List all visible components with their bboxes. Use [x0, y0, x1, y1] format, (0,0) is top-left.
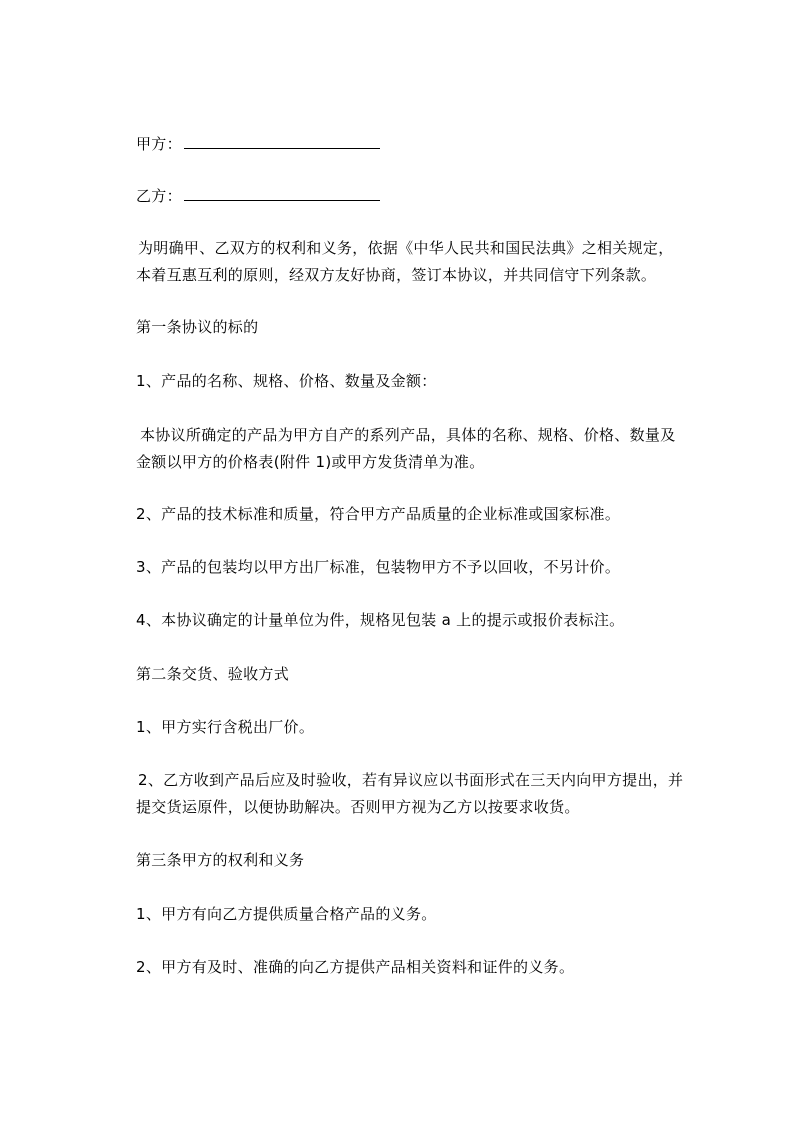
article-2-item-2-line-1: 2、乙方收到产品后应及时验收，若有异议应以书面形式在三天内向甲方提出，并: [138, 771, 684, 789]
article-1-item-1: 1、产品的名称、规格、价格、数量及金额：: [136, 372, 437, 390]
article-2-item-2-line-2: 提交货运原件，以便协助解决。否则甲方视为乙方以按要求收货。: [136, 798, 580, 816]
article-3-title: 第三条甲方的权利和义务: [136, 851, 305, 869]
article-3-item-1: 1、甲方有向乙方提供质量合格产品的义务。: [136, 905, 437, 923]
party-b-field: [136, 186, 380, 205]
article-1-item-1-body-line-2: 金额以甲方的价格表(附件 1)或甲方发货清单为准。: [136, 453, 485, 471]
party-b-blank[interactable]: [184, 186, 380, 201]
preamble-line-2: 本着互惠互利的原则，经双方友好协商，签订本协议，并共同信守下列条款。: [136, 266, 657, 284]
party-a-label: 甲方：: [136, 135, 182, 153]
party-a-field: [136, 134, 380, 153]
article-1-item-3: 3、产品的包装均以甲方出厂标准，包装物甲方不予以回收，不另计价。: [136, 558, 621, 576]
article-2-item-1: 1、甲方实行含税出厂价。: [136, 718, 315, 736]
article-3-item-2: 2、甲方有及时、准确的向乙方提供产品相关资料和证件的义务。: [136, 958, 575, 976]
article-2-title: 第二条交货、验收方式: [136, 665, 290, 683]
article-1-title: 第一条协议的标的: [136, 318, 259, 336]
preamble-line-1: 为明确甲、乙双方的权利和义务，依据《中华人民共和国民法典》之相关规定，: [138, 239, 674, 257]
article-1-item-2: 2、产品的技术标准和质量，符合甲方产品质量的企业标准或国家标准。: [136, 505, 621, 523]
party-a-blank[interactable]: [184, 134, 380, 149]
article-1-item-1-body-line-1: 本协议所确定的产品为甲方自产的系列产品，具体的名称、规格、价格、数量及: [140, 426, 676, 444]
party-b-label: 乙方：: [136, 187, 182, 205]
article-1-item-4: 4、本协议确定的计量单位为件，规格见包装 a 上的提示或报价表标注。: [136, 611, 625, 629]
